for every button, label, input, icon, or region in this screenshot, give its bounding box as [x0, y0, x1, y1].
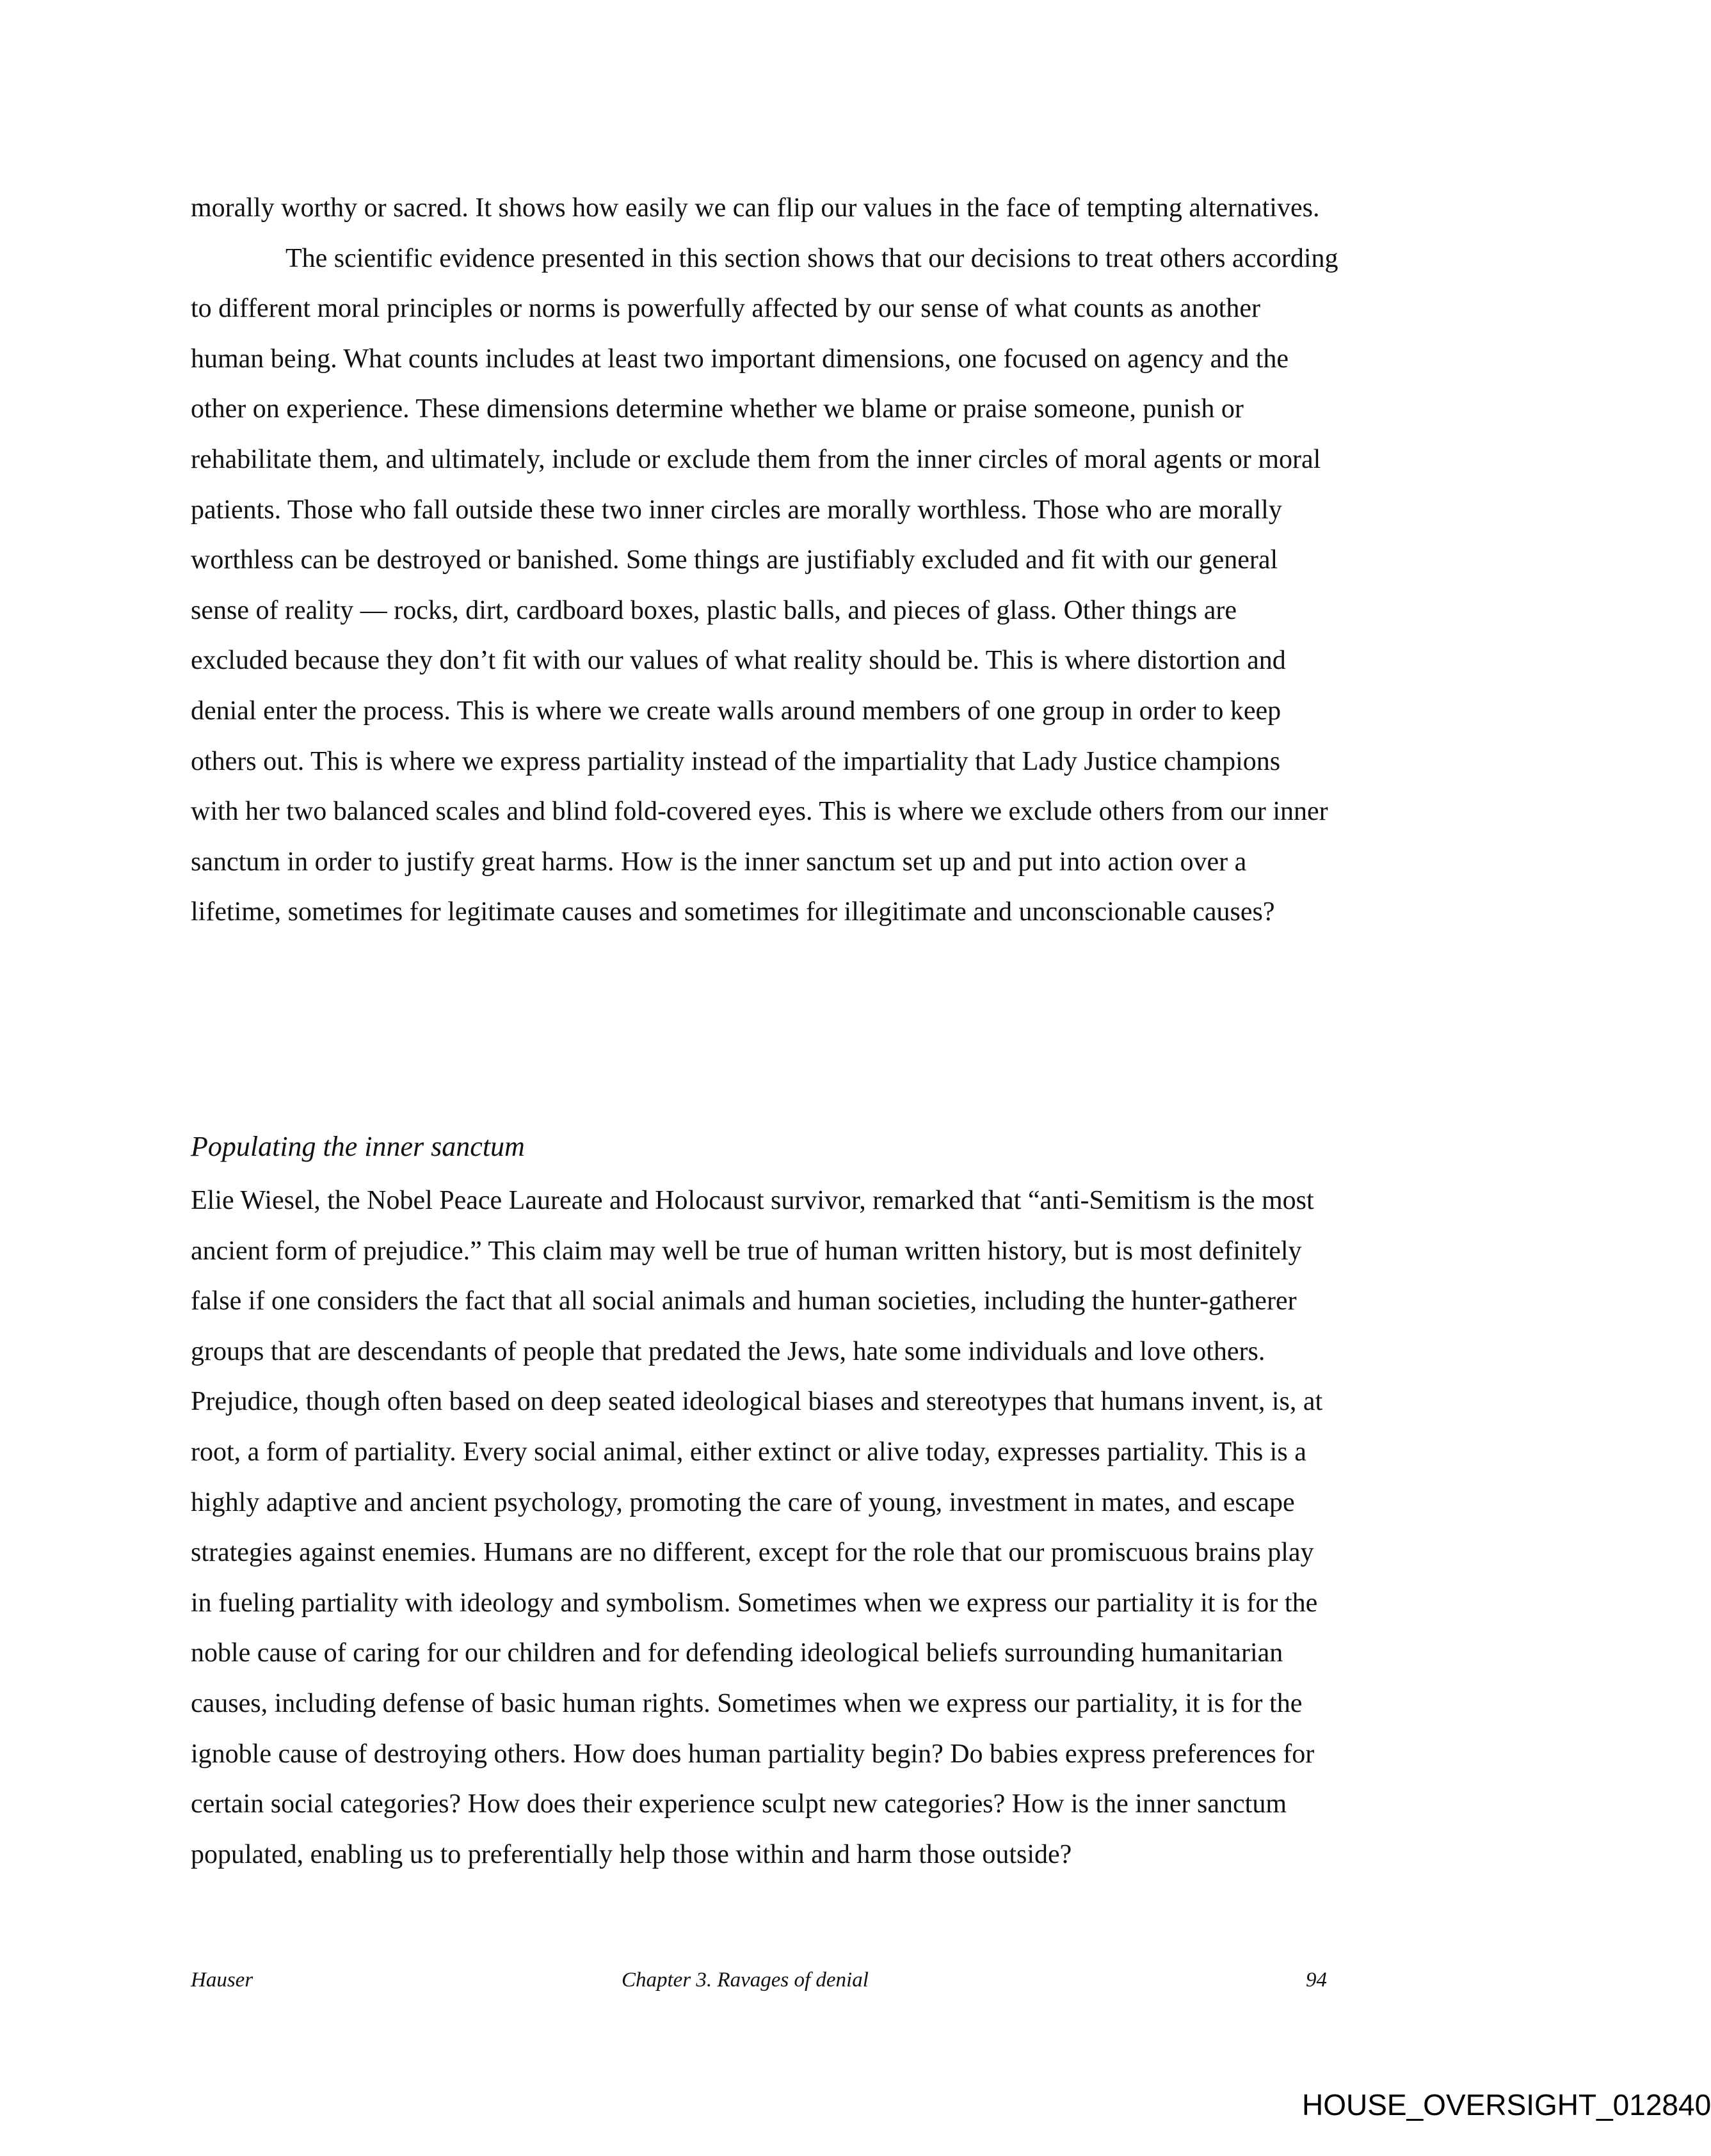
text-line: Elie Wiesel, the Nobel Peace Laureate and Holocaust survivor, remarked that “anti-Semitism is the most	[191, 1186, 1314, 1215]
text-line: Prejudice, though often based on deep seated ideological biases and stereotypes that humans invent, is, at	[191, 1387, 1323, 1417]
text-line: excluded because they don’t fit with our values of what reality should be. This is where distortion and	[191, 646, 1286, 676]
text-line: others out. This is where we express partiality instead of the impartiality that Lady Justice champions	[191, 746, 1281, 776]
bates-stamp: HOUSE_OVERSIGHT_012840	[1302, 2088, 1711, 2121]
text-line: root, a form of partiality. Every social animal, either extinct or alive today, expresses partiality. This is a	[191, 1437, 1306, 1467]
text-line: noble cause of caring for our children and for defending ideological beliefs surrounding humanitarian	[191, 1638, 1283, 1668]
text-line: certain social categories? How does their experience sculpt new categories? How is the inner sanctum	[191, 1789, 1287, 1819]
footer-author: Hauser	[191, 1968, 253, 1992]
text-line: ancient form of prejudice.” This claim may well be true of human written history, but is most definitely	[191, 1236, 1302, 1266]
text-line: lifetime, sometimes for legitimate causes and sometimes for illegitimate and unconscionable causes?	[191, 897, 1275, 927]
footer-page-number: 94	[1306, 1968, 1327, 1992]
text-line: sanctum in order to justify great harms. How is the inner sanctum set up and put into action over a	[191, 847, 1247, 877]
text-line: in fueling partiality with ideology and symbolism. Sometimes when we express our partiality it is for the	[191, 1588, 1318, 1618]
text-line: worthless can be destroyed or banished. Some things are justifiably excluded and fit with our general	[191, 545, 1278, 575]
text-line: ignoble cause of destroying others. How does human partiality begin? Do babies express preferences for	[191, 1739, 1315, 1769]
text-line: to different moral principles or norms is powerfully affected by our sense of what counts as another	[191, 294, 1260, 324]
text-line: with her two balanced scales and blind fold-covered eyes. This is where we exclude others from our inner	[191, 797, 1328, 827]
text-line: populated, enabling us to preferentially help those within and harm those outside?	[191, 1839, 1072, 1869]
footer-chapter: Chapter 3. Ravages of denial	[622, 1968, 869, 1992]
text-line: morally worthy or sacred. It shows how easily we can flip our values in the face of tempting alternatives.	[191, 193, 1320, 223]
text-line: sense of reality — rocks, dirt, cardboard boxes, plastic balls, and pieces of glass. Other things are	[191, 595, 1237, 625]
text-line: false if one considers the fact that all social animals and human societies, including the hunter-gatherer	[191, 1286, 1297, 1316]
text-line: groups that are descendants of people that predated the Jews, hate some individuals and love others.	[191, 1336, 1265, 1366]
text-line: human being. What counts includes at least two important dimensions, one focused on agency and the	[191, 344, 1289, 374]
text-line: patients. Those who fall outside these two inner circles are morally worthless. Those who are morally	[191, 495, 1282, 525]
text-line: strategies against enemies. Humans are no different, except for the role that our promiscuous brains play	[191, 1538, 1314, 1568]
text-line: denial enter the process. This is where we create walls around members of one group in order to keep	[191, 696, 1281, 726]
section-heading: Populating the inner sanctum	[191, 1131, 525, 1162]
text-line: other on experience. These dimensions determine whether we blame or praise someone, punish or	[191, 394, 1244, 424]
text-line: The scientific evidence presented in this section shows that our decisions to treat others according	[285, 243, 1338, 273]
text-line: causes, including defense of basic human rights. Sometimes when we express our partiality, it is for the	[191, 1689, 1303, 1718]
text-line: highly adaptive and ancient psychology, promoting the care of young, investment in mates, and escape	[191, 1487, 1295, 1517]
text-line: rehabilitate them, and ultimately, include or exclude them from the inner circles of moral agents or moral	[191, 445, 1321, 474]
